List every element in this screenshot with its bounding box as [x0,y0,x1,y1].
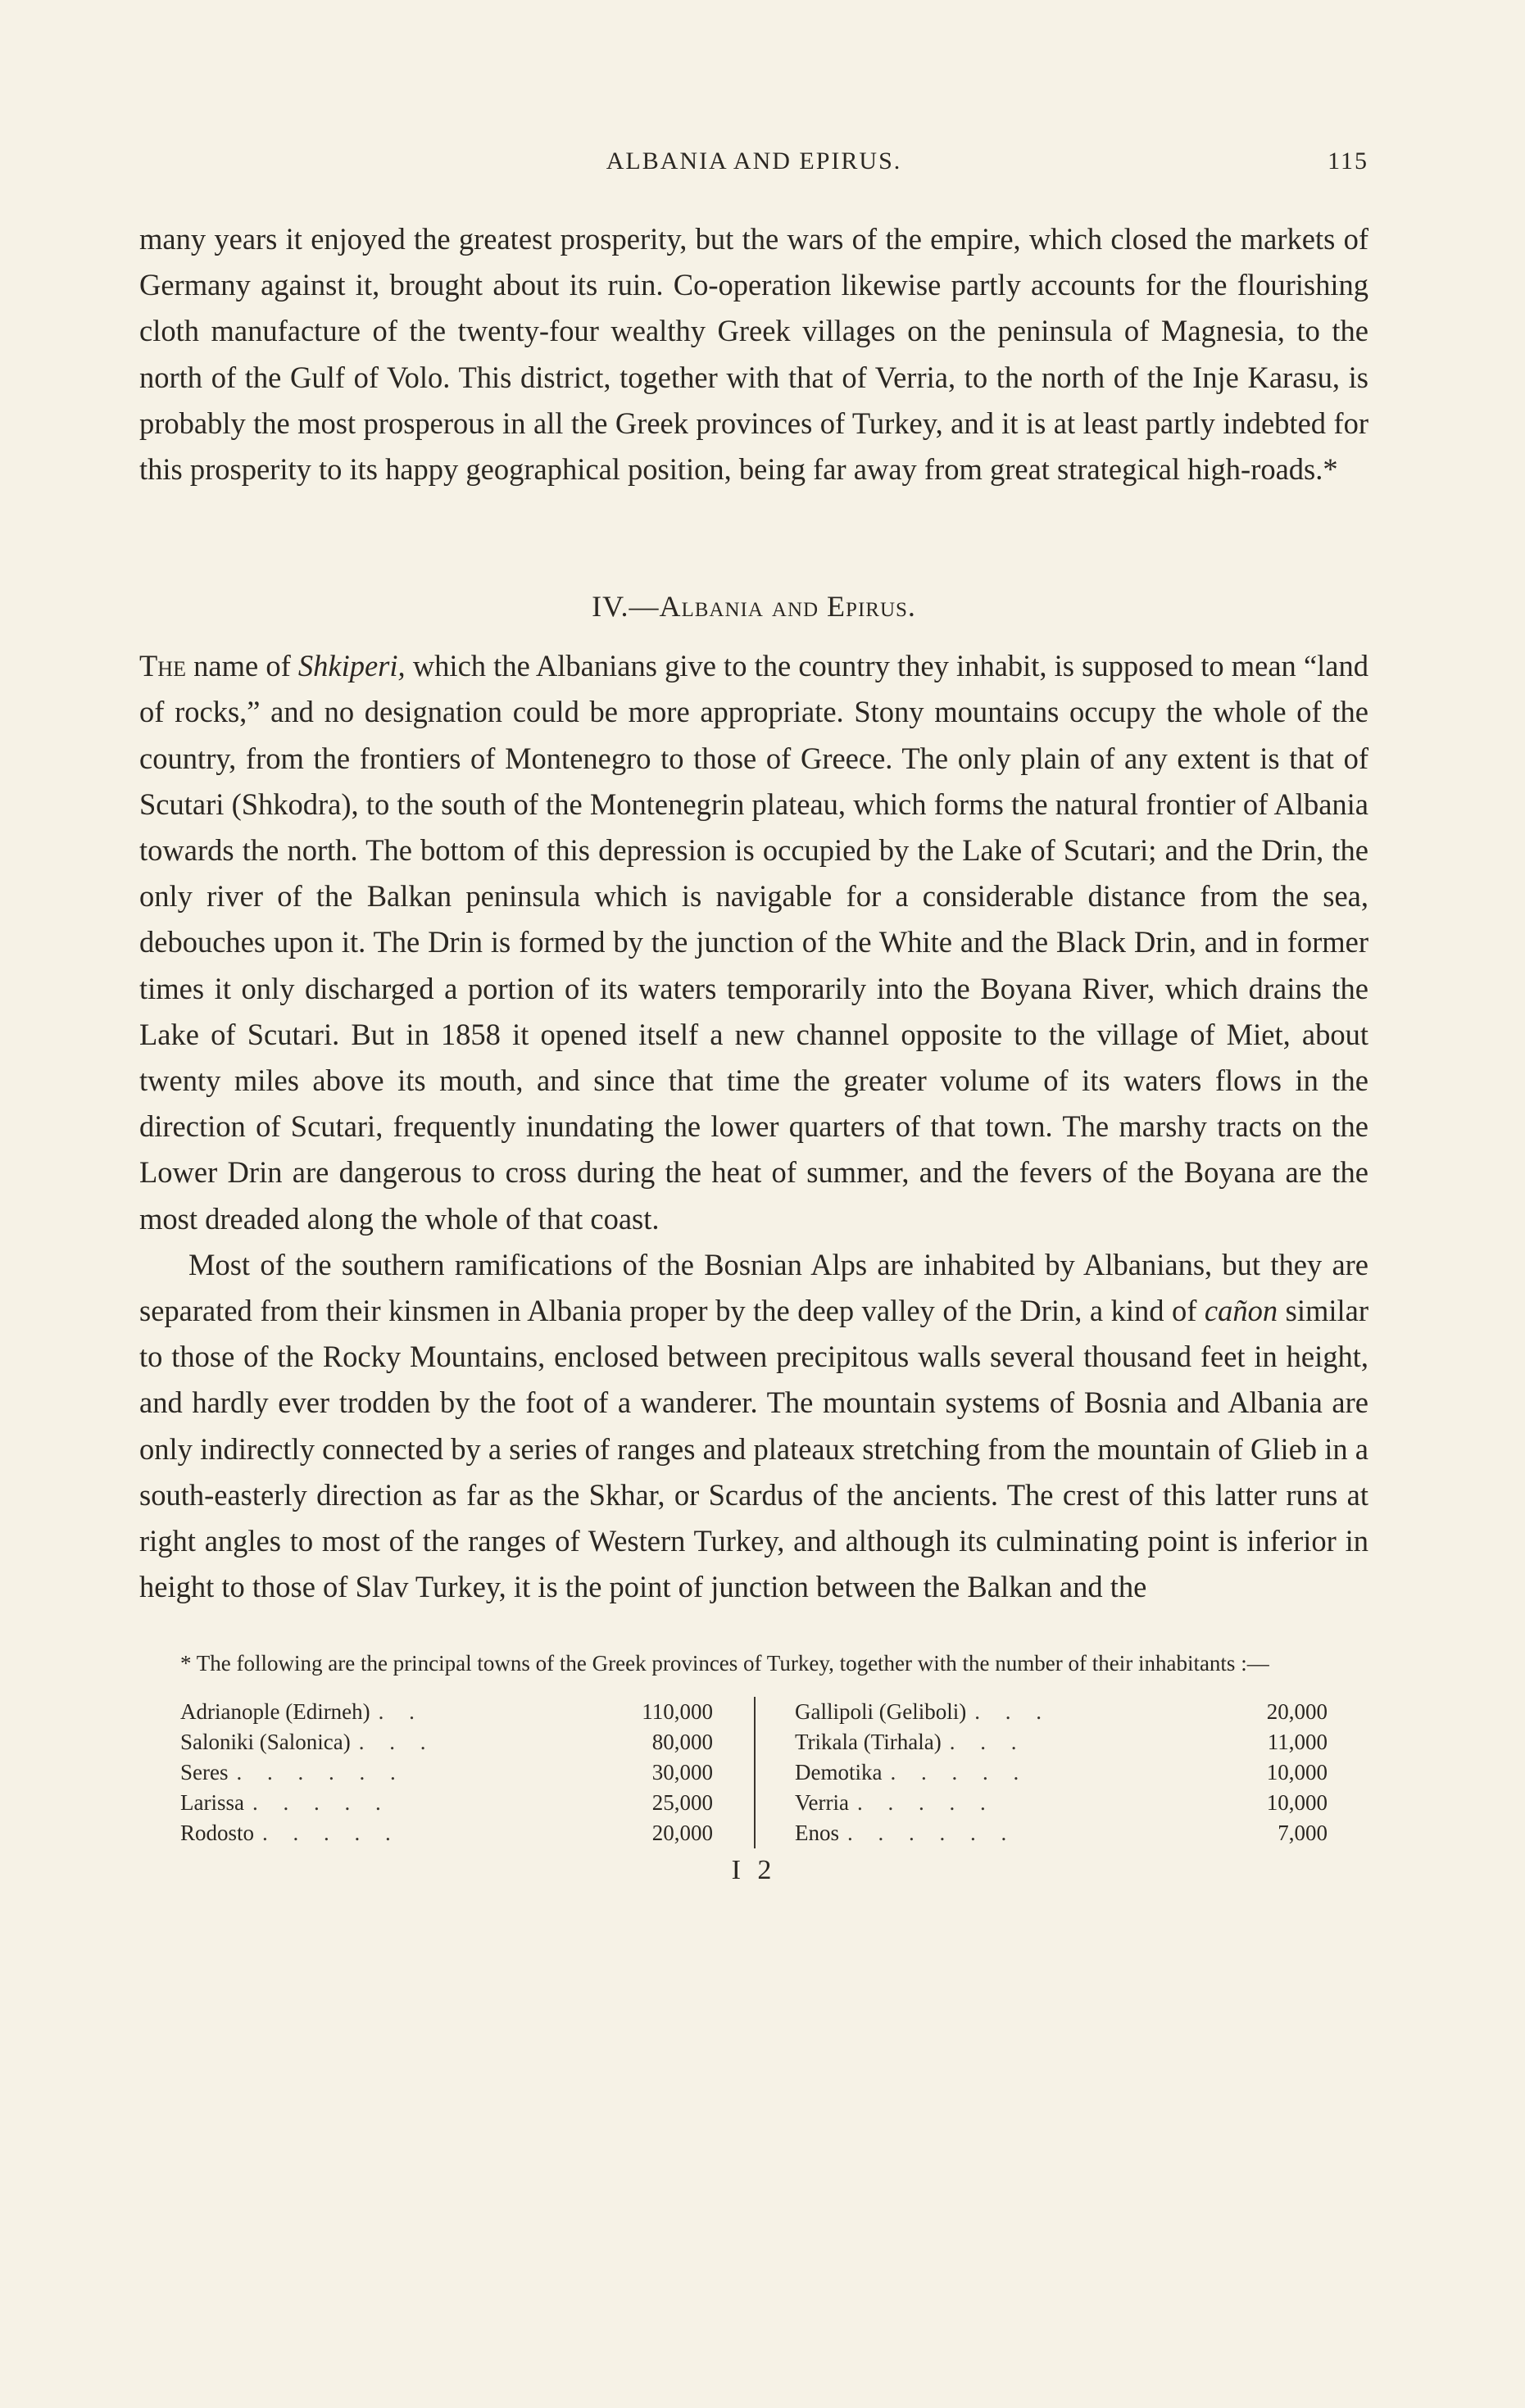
town-name: Adrianople (Edirneh) [180,1699,370,1725]
town-row [180,1818,754,1848]
paragraph-text-b: which the Albanians give to the country they inhabit, is supposed to mean “land of rocks,” and no designation could be more appropriate. Stony mountains occupy the whole of the country, from the frontiers of Montenegro to those of Greece. The only plain of any extent is that of Scutari (Shkodra), to the south of the Montenegrin plateau, which forms the natural frontier of Albania towards the north. The bottom of this depression is occupied by the Lake of Scutari; and the Drin, the only river of the Balkan peninsula which is navigable for a considerable distance from the sea, debouches upon it. The Drin is formed by the junction of the White and the Black Drin, and in former times it only discharged a portion of its waters temporarily into the Boyana River, which drains the Lake of Scutari. But in 1858 it opened itself a new channel opposite to the village of Miet, about twenty miles above its mouth, and since that time the greater volume of its waters flows in the direction of Scutari, frequently inundating the lower quarters of that town. The marshy tracts on the Lower Drin are dangerous to cross during the heat of summer, and the fevers of the Boyana are the most dreaded along the whole of that coast. [139,649,1368,1236]
town-name: Trikala (Tirhala) [795,1730,942,1755]
town-population: 80,000 [651,1730,713,1755]
town-population: 10,000 [1266,1760,1328,1785]
towns-table [180,1697,1368,1848]
leader-dots: . . [378,1699,424,1725]
paragraph-text-a: Most of the southern ramifications of the Bosnian Alps are inhabited by Albanians, but they are separated from their kinsmen in Albania proper by the deep valley of the Drin, a kind of [139,1247,1368,1328]
towns-column-right [754,1697,1328,1848]
town-name: Enos [795,1821,839,1846]
paragraph-shkiperi [139,643,1368,1242]
section-heading [139,589,1368,624]
signature-mark: I 2 [731,1855,777,1886]
town-row [180,1757,754,1788]
town-population: 30,000 [651,1760,713,1785]
town-name: Saloniki (Salonica) [180,1730,351,1755]
running-head-title: ALBANIA AND EPIRUS. [606,147,902,175]
town-population: 20,000 [1266,1699,1328,1725]
town-row [795,1818,1328,1848]
town-row [180,1788,754,1818]
town-name: Gallipoli (Geliboli) [795,1699,967,1725]
town-population: 7,000 [1278,1821,1328,1846]
section-title: Albania and Epirus. [659,590,916,624]
running-head [139,147,1368,188]
paragraph-continuation: many years it enjoyed the greatest prosperity, but the wars of the empire, which closed the markets of Germany against it, brought about its ruin. Co-operation likewise partly accounts for the flourishing cloth manufacture of the twenty-four wealthy Greek villages on the peninsula of Magnesia, to the north of the Gulf of Volo. This district, together with that of Verria, to the north of the Inje Karasu, is probably the most prosperous in all the Greek provinces of Turkey, and it is at least partly indebted for this prosperity to its happy geographical position, being far away from great strategical high-roads.* [139,222,1368,487]
italic-term: Shkiperi, [297,649,406,683]
leader-dots: . . . [358,1730,436,1755]
italic-term: cañon [1204,1294,1278,1328]
town-row [180,1727,754,1757]
leader-dots: . . . [974,1699,1051,1725]
town-name: Demotika [795,1760,883,1785]
leader-dots: . . . [949,1730,1027,1755]
town-population: 25,000 [651,1790,713,1816]
town-row [795,1727,1328,1757]
paragraph-text-a: name of [185,649,298,683]
book-page [139,147,1368,1886]
town-population: 11,000 [1267,1730,1328,1755]
town-name: Seres [180,1760,229,1785]
town-population: 10,000 [1266,1790,1328,1816]
town-row [795,1697,1328,1727]
paragraph-lead-word: The [139,649,186,683]
town-name: Larissa [180,1790,244,1816]
paragraph-text-b: similar to those of the Rocky Mountains, enclosed between precipitous walls several thousand feet in height, and hardly ever trodden by the foot of a wanderer. The mountain systems of Bosnia and Albania are only indirectly connected by a series of ranges and plateaux stretching from the mountain of Glieb in a south-easterly direction as far as the Skhar, or Scardus of the ancients. The crest of this latter runs at right angles to most of the ranges of Western Turkey, and although its culminating point is inferior in height to those of Slav Turkey, it is the point of junction between the Balkan and the [139,1294,1369,1604]
town-population: 20,000 [651,1821,713,1846]
town-name: Verria [795,1790,849,1816]
town-population: 110,000 [642,1699,713,1725]
section-number: IV.— [592,590,660,624]
paragraph-bosnian-alps [139,1242,1368,1611]
towns-column-left [180,1697,754,1848]
town-name: Rodosto [180,1821,255,1846]
town-row [795,1757,1328,1788]
leader-dots: . . . . . [890,1760,1029,1785]
town-row [795,1788,1328,1818]
town-row [180,1697,754,1727]
page-number: 115 [1328,147,1368,175]
leader-dots: . . . . . . [236,1760,406,1785]
footnote-spacer [139,1610,1368,1646]
footnote: * The following are the principal towns of the Greek provinces of Turkey, together with the number of their inhabitants :— [180,1651,1269,1676]
leader-dots: . . . . . . [847,1821,1017,1846]
leader-dots: . . . . . [252,1790,391,1816]
leader-dots: . . . . . [856,1790,996,1816]
leader-dots: . . . . . [262,1821,401,1846]
